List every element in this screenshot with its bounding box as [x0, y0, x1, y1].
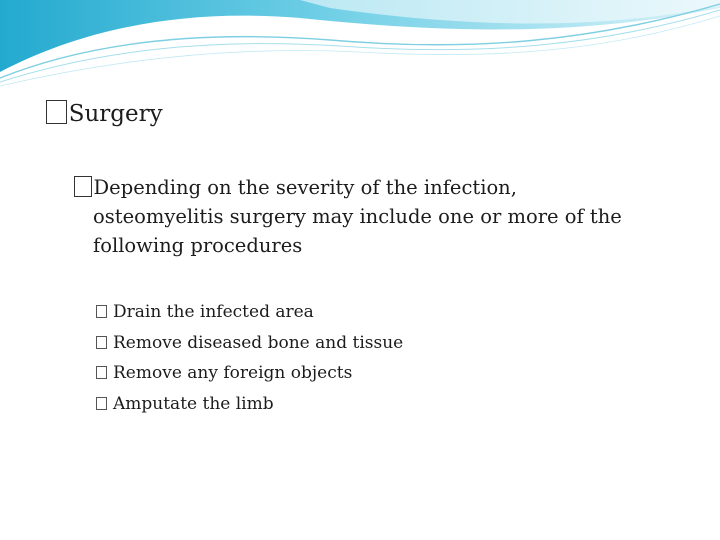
procedure-text: Amputate the limb	[113, 393, 274, 414]
heading-text: Surgery	[68, 101, 163, 127]
list-item	[96, 297, 403, 328]
procedure-text: Remove any foreign objects	[113, 363, 353, 383]
bullet-box-icon	[96, 336, 107, 349]
bullet-box-icon	[96, 305, 107, 318]
bullet-box-icon	[96, 366, 107, 379]
header-wave-decoration	[0, 0, 720, 90]
bullet-box-icon	[74, 176, 92, 196]
intro-text-line-1: Depending on the severity of the infection,	[93, 176, 517, 199]
bullet-box-icon	[46, 100, 67, 124]
bullet-box-icon	[96, 397, 107, 410]
slide-heading	[46, 98, 163, 130]
list-item	[96, 328, 403, 359]
procedure-text: Remove diseased bone and tissue	[113, 332, 404, 353]
list-item	[96, 389, 403, 420]
intro-first-line	[74, 173, 674, 202]
procedure-list	[96, 297, 403, 419]
intro-text-line-2: osteomyelitis surgery may include one or more of the	[93, 205, 622, 228]
intro-paragraph	[74, 173, 674, 260]
procedure-text: Drain the infected area	[113, 302, 314, 322]
intro-text-line-3: following procedures	[93, 234, 303, 257]
list-item	[96, 358, 403, 389]
